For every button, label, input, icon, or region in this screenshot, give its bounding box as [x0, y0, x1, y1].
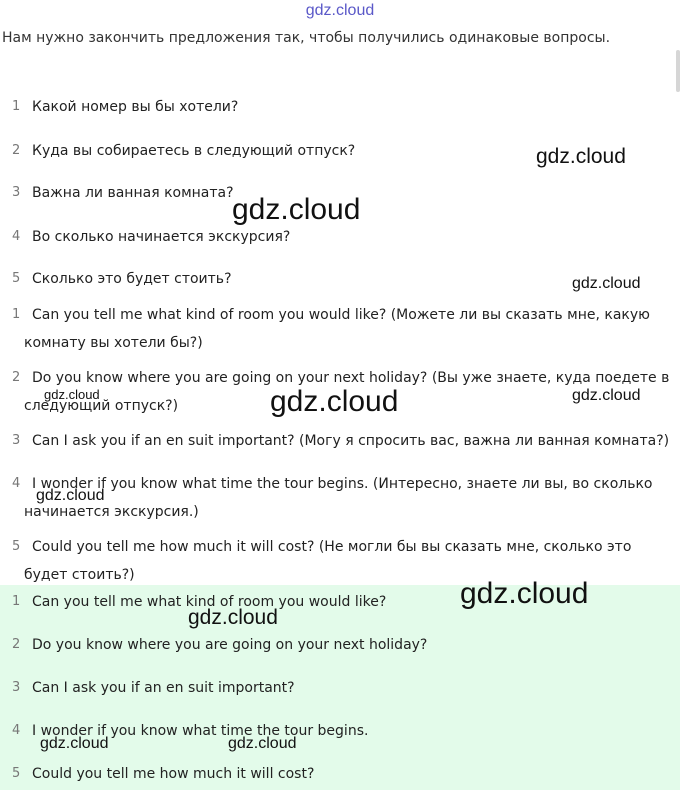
item-number: 5: [12, 271, 21, 286]
watermark: gdz.cloud: [36, 487, 105, 504]
item-text-line2: следующий отпуск?): [24, 398, 179, 414]
site-logo-text[interactable]: gdz.cloud: [305, 2, 375, 19]
item-number: 3: [12, 185, 21, 200]
item-text-line1: Could you tell me how much it will cost? (Не могли бы вы сказать мне, сколько это: [32, 539, 632, 555]
item-text: Can I ask you if an en suit important?: [32, 680, 295, 696]
list-item: [0, 760, 676, 788]
watermark: gdz.cloud: [232, 193, 361, 226]
list-item: [0, 301, 676, 357]
watermark: gdz.cloud: [188, 606, 278, 629]
item-text: Can I ask you if an en suit important? (Могу я спросить вас, важна ли ванная комната?): [32, 433, 670, 449]
watermark: gdz.cloud: [228, 735, 297, 752]
list-item: [0, 427, 676, 455]
item-text: Do you know where you are going on your next holiday?: [32, 637, 428, 653]
item-text: [0, 301, 676, 357]
item-text-line1: Can you tell me what kind of room you would like? (Можете ли вы сказать мне, какую: [32, 307, 650, 323]
task-instruction: Нам нужно закончить предложения так, чтобы получились одинаковые вопросы.: [2, 30, 611, 46]
item-number: 3: [12, 680, 21, 695]
item-text: Важна ли ванная комната?: [32, 185, 234, 201]
item-number: 2: [12, 370, 21, 385]
watermark: gdz.cloud: [536, 145, 626, 168]
watermark: gdz.cloud: [40, 735, 109, 752]
watermark: gdz.cloud: [572, 387, 641, 404]
item-number: 1: [12, 594, 21, 609]
list-item: [0, 223, 676, 251]
list-item: [0, 674, 676, 702]
item-text: Во сколько начинается экскурсия?: [32, 229, 291, 245]
item-number: 4: [12, 229, 21, 244]
item-text: I wonder if you know what time the tour begins.: [32, 723, 369, 739]
item-number: 1: [12, 99, 21, 114]
item-number: 4: [12, 723, 21, 738]
item-text: Сколько это будет стоить?: [32, 271, 232, 287]
scrollbar-thumb[interactable]: [676, 50, 680, 92]
item-text: Can you tell me what kind of room you would like?: [32, 594, 387, 610]
item-text-line2: комнату вы хотели бы?): [24, 335, 203, 351]
item-number: 4: [12, 476, 21, 491]
list-item: [0, 93, 676, 121]
answers-panel: [0, 585, 680, 790]
item-text: Could you tell me how much it will cost?: [32, 766, 315, 782]
watermark: gdz.cloud: [270, 385, 399, 418]
item-number: 2: [12, 143, 21, 158]
item-number: 3: [12, 433, 21, 448]
item-text-line1: I wonder if you know what time the tour begins. (Интересно, знаете ли вы, во сколько: [32, 476, 653, 492]
item-number: 1: [12, 307, 21, 322]
item-text: Какой номер вы бы хотели?: [32, 99, 239, 115]
item-number: 5: [12, 766, 21, 781]
item-text: Куда вы собираетесь в следующий отпуск?: [32, 143, 356, 159]
item-text-line1: Do you know where you are going on your next holiday? (Вы уже знаете, куда поедете в: [32, 370, 670, 386]
item-text-line2: начинается экскурсия.): [24, 504, 199, 520]
watermark: gdz.cloud: [44, 387, 100, 402]
item-text-line2: будет стоить?): [24, 567, 135, 583]
watermark: gdz.cloud: [460, 577, 589, 610]
item-number: 2: [12, 637, 21, 652]
list-item: [0, 631, 676, 659]
watermark: gdz.cloud: [572, 275, 641, 292]
item-number: 5: [12, 539, 21, 554]
